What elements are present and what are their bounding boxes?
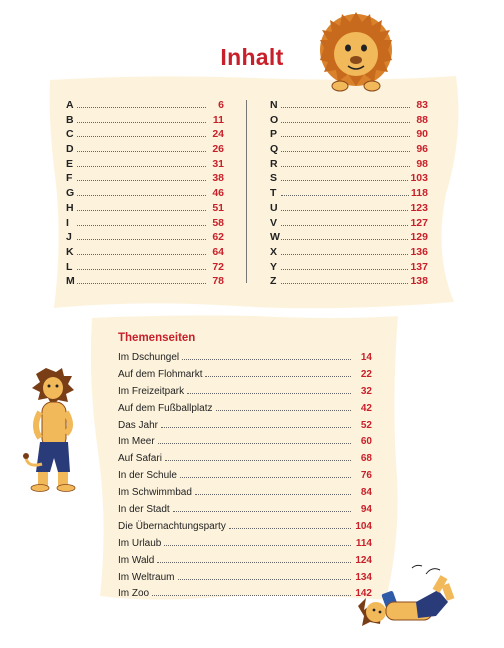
index-entry-y	[270, 260, 428, 275]
index-letter: U	[270, 201, 278, 214]
index-entry-s	[270, 171, 428, 186]
page-number: 58	[212, 216, 224, 229]
index-entry-b	[66, 113, 224, 128]
page-number: 6	[218, 99, 224, 111]
themen-label: Im Wald	[118, 554, 155, 566]
themen-label: Im Zoo	[118, 588, 150, 600]
themen-entry	[118, 468, 372, 485]
dot-leader	[152, 586, 351, 596]
standing-lion-icon	[22, 368, 86, 492]
dot-leader	[281, 157, 410, 167]
dot-leader	[281, 171, 408, 181]
dot-leader	[281, 201, 408, 211]
index-entry-w	[270, 230, 428, 245]
page-number: 60	[360, 436, 372, 448]
dot-leader	[77, 201, 206, 211]
dot-leader	[187, 384, 351, 394]
themen-heading: Themenseiten	[118, 332, 196, 344]
page-title: Inhalt	[220, 44, 284, 70]
themen-label: Im Weltraum	[118, 571, 175, 583]
page-number: 46	[212, 187, 224, 200]
themen-label: Die Übernachtungsparty	[118, 520, 226, 532]
page-number: 88	[416, 113, 428, 126]
index-letter: T	[270, 187, 277, 200]
page-number: 84	[360, 487, 372, 499]
dot-leader	[281, 216, 408, 226]
index-entry-h	[66, 201, 224, 216]
dot-leader	[281, 113, 410, 123]
page-number: 127	[410, 216, 428, 229]
page-number: 78	[212, 275, 224, 288]
index-letter: J	[66, 231, 72, 244]
page-number: 51	[212, 201, 224, 214]
lying-lion-icon	[356, 562, 458, 632]
themen-entry	[118, 485, 372, 502]
themen-entry	[118, 553, 372, 570]
page-number: 118	[411, 187, 428, 200]
index-entry-u	[270, 201, 428, 216]
dot-leader	[77, 127, 206, 137]
alphabet-column-right	[270, 98, 428, 289]
index-entry-g	[66, 186, 224, 201]
dot-leader	[165, 451, 351, 461]
index-letter: K	[66, 245, 74, 258]
themen-entry	[118, 451, 372, 468]
themen-entry	[118, 586, 372, 603]
page-number: 38	[212, 172, 224, 185]
index-entry-r	[270, 157, 428, 172]
themen-label: Im Freizeitpark	[118, 385, 185, 397]
dot-leader	[281, 260, 408, 270]
themen-entry	[118, 434, 372, 451]
themen-entry	[118, 519, 372, 536]
page-number: 31	[212, 157, 224, 170]
themen-entry	[118, 502, 372, 519]
page-number: 103	[410, 172, 428, 185]
index-letter: D	[66, 143, 74, 156]
themen-label: Im Meer	[118, 436, 155, 448]
dot-leader	[281, 274, 408, 284]
index-entry-e	[66, 157, 224, 172]
dot-leader	[182, 350, 351, 360]
dot-leader	[161, 418, 351, 428]
index-letter: N	[270, 99, 278, 111]
index-letter: Z	[270, 275, 277, 288]
dot-leader	[77, 274, 206, 284]
page-number: 11	[212, 113, 224, 126]
index-entry-a	[66, 98, 224, 113]
themen-label: Im Schwimmbad	[118, 487, 192, 499]
page-number: 90	[416, 128, 428, 141]
dot-leader	[77, 245, 206, 255]
index-entry-i	[66, 216, 224, 231]
column-divider	[246, 100, 247, 283]
index-entry-d	[66, 142, 224, 157]
themen-entry	[118, 384, 372, 401]
index-entry-f	[66, 171, 224, 186]
index-letter: S	[270, 172, 278, 185]
index-letter: X	[270, 245, 278, 258]
themen-label: Auf Safari	[118, 453, 162, 465]
dot-leader	[281, 230, 408, 240]
page-number: 123	[410, 201, 428, 214]
dot-leader	[195, 485, 351, 495]
themen-entry	[118, 536, 372, 553]
dot-leader	[281, 186, 409, 196]
page-number: 72	[212, 260, 224, 273]
themen-entry	[118, 350, 372, 367]
dot-leader	[77, 113, 206, 123]
page-number: 26	[212, 143, 224, 156]
page-number: 52	[360, 419, 372, 431]
index-letter: H	[66, 201, 74, 214]
page-number: 14	[360, 352, 372, 363]
dot-leader	[77, 171, 206, 181]
dot-leader	[178, 570, 352, 580]
dot-leader	[77, 142, 206, 152]
index-entry-v	[270, 216, 428, 231]
page-number: 96	[416, 143, 428, 156]
page-number: 76	[360, 470, 372, 482]
dot-leader	[229, 519, 351, 529]
index-letter: I	[66, 216, 69, 229]
dot-leader	[281, 98, 410, 108]
page-number: 134	[355, 571, 372, 583]
dot-leader	[216, 401, 352, 411]
index-letter: F	[66, 172, 73, 185]
dot-leader	[77, 216, 206, 226]
alphabet-column-left	[66, 98, 224, 289]
dot-leader	[281, 245, 408, 255]
page-number: 104	[355, 520, 372, 532]
index-entry-m	[66, 274, 224, 289]
page-number: 24	[212, 128, 224, 141]
dot-leader	[77, 186, 206, 196]
dot-leader	[173, 502, 351, 512]
page-number: 124	[355, 554, 372, 566]
themen-list	[118, 332, 372, 603]
page-number: 129	[410, 231, 428, 244]
page-number: 136	[410, 245, 428, 258]
index-letter: E	[66, 157, 74, 170]
page-number: 142	[355, 588, 372, 600]
index-letter: Q	[270, 143, 279, 156]
dot-leader	[77, 98, 206, 108]
index-entry-z	[270, 274, 428, 289]
index-entry-o	[270, 113, 428, 128]
themen-entry	[118, 570, 372, 587]
index-letter: P	[270, 128, 278, 141]
page-number: 137	[410, 260, 428, 273]
lion-head-icon	[318, 10, 394, 94]
index-letter: O	[270, 113, 279, 126]
index-letter: R	[270, 157, 278, 170]
index-entry-l	[66, 260, 224, 275]
themen-entry	[118, 367, 372, 384]
index-letter: G	[66, 187, 75, 200]
page-number: 94	[360, 504, 372, 516]
index-entry-t	[270, 186, 428, 201]
themen-entry	[118, 418, 372, 435]
dot-leader	[157, 553, 351, 563]
dot-leader	[158, 434, 351, 444]
dot-leader	[281, 127, 410, 137]
dot-leader	[164, 536, 351, 546]
index-entry-k	[66, 245, 224, 260]
themen-label: Im Urlaub	[118, 537, 162, 549]
index-entry-j	[66, 230, 224, 245]
index-letter: C	[66, 128, 74, 141]
themen-entry	[118, 401, 372, 418]
themen-rows	[118, 350, 372, 603]
index-letter: A	[66, 99, 74, 111]
page-number: 98	[416, 157, 428, 170]
page-number: 64	[212, 245, 224, 258]
dot-leader	[180, 468, 351, 478]
page-number: 68	[360, 453, 372, 465]
page-number: 83	[416, 99, 428, 111]
dot-leader	[77, 230, 206, 240]
themen-label: Auf dem Fußballplatz	[118, 402, 213, 414]
dot-leader	[205, 367, 351, 377]
page-number: 42	[360, 402, 372, 414]
index-entry-p	[270, 127, 428, 142]
index-letter: Y	[270, 260, 278, 273]
page-number: 22	[360, 368, 372, 380]
dot-leader	[77, 260, 206, 270]
page-number: 32	[360, 385, 372, 397]
index-letter: L	[66, 260, 73, 273]
index-letter: B	[66, 113, 74, 126]
dot-leader	[281, 142, 410, 152]
index-entry-n	[270, 98, 428, 113]
index-letter: V	[270, 216, 278, 229]
index-letter: W	[270, 231, 280, 244]
themen-label: In der Schule	[118, 470, 177, 482]
index-entry-x	[270, 245, 428, 260]
themen-label: Auf dem Flohmarkt	[118, 368, 203, 380]
page-number: 138	[410, 275, 428, 288]
themen-label: Im Dschungel	[118, 352, 180, 363]
page-number: 62	[212, 231, 224, 244]
dot-leader	[77, 157, 206, 167]
index-entry-c	[66, 127, 224, 142]
page-number: 114	[355, 537, 372, 549]
themen-label: Das Jahr	[118, 419, 159, 431]
index-entry-q	[270, 142, 428, 157]
themen-label: In der Stadt	[118, 504, 170, 516]
index-letter: M	[66, 275, 75, 288]
